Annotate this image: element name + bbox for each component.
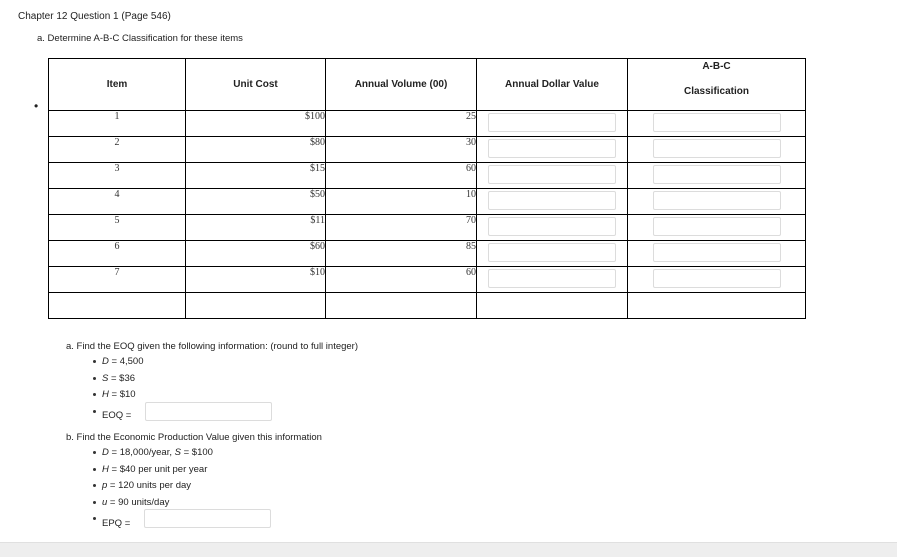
epq-answer-label: EPQ = <box>102 518 131 529</box>
empty-cell <box>186 293 326 319</box>
value-text: = $40 per unit per year <box>108 463 208 475</box>
classification-input-7[interactable] <box>653 269 781 288</box>
annual-dollar-value-input-7[interactable] <box>488 269 616 288</box>
item-cell: 1 <box>49 111 186 137</box>
classification-cell <box>628 241 806 267</box>
classification-cell <box>628 189 806 215</box>
annual-dollar-value-input-4[interactable] <box>488 191 616 210</box>
unit-cost-cell: $100 <box>186 111 326 137</box>
annual-dollar-value-cell <box>477 189 628 215</box>
variable-d: D <box>102 447 109 458</box>
list-item <box>66 446 322 463</box>
unit-cost-cell: $60 <box>186 241 326 267</box>
variable-p: p <box>102 480 108 491</box>
list-item <box>66 479 322 496</box>
annual-volume-cell: 10 <box>326 189 477 215</box>
annual-dollar-value-input-2[interactable] <box>488 139 616 158</box>
annual-dollar-value-cell <box>477 163 628 189</box>
classification-input-2[interactable] <box>653 139 781 158</box>
table-row <box>49 111 806 137</box>
annual-dollar-value-cell <box>477 215 628 241</box>
value-text: = 4,500 <box>108 356 144 367</box>
value-text: = 90 units/day <box>107 496 170 508</box>
list-bullet: • <box>34 99 39 113</box>
item-cell: 7 <box>49 267 186 293</box>
footer-bar <box>0 542 897 557</box>
column-header-classification <box>628 59 806 111</box>
variable-d: D <box>102 356 109 367</box>
table-row <box>49 215 806 241</box>
classification-cell <box>628 163 806 189</box>
classification-cell <box>628 111 806 137</box>
eoq-answer-input[interactable] <box>145 402 272 421</box>
value-text: = $10 <box>108 389 136 400</box>
column-header-annual-dollar-value: Annual Dollar Value <box>477 59 628 111</box>
page-title: Chapter 12 Question 1 (Page 546) <box>18 11 171 22</box>
table-row-empty <box>49 293 806 319</box>
annual-dollar-value-cell <box>477 267 628 293</box>
unit-cost-cell: $11 <box>186 215 326 241</box>
unit-cost-cell: $10 <box>186 267 326 293</box>
column-header-classification-bottom: Classification <box>683 86 750 97</box>
empty-cell <box>49 293 186 319</box>
epq-answer-input[interactable] <box>144 509 271 528</box>
item-cell: 4 <box>49 189 186 215</box>
table-row <box>49 189 806 215</box>
question-subtitle: a. Determine A-B-C Classification for these items <box>37 33 243 44</box>
variable-h: H <box>102 389 109 400</box>
column-header-unit-cost: Unit Cost <box>186 59 326 111</box>
value-text: = $36 <box>108 372 136 384</box>
classification-cell <box>628 215 806 241</box>
variable-h: H <box>102 463 109 475</box>
empty-cell <box>477 293 628 319</box>
variable-s: S <box>174 447 181 458</box>
classification-cell <box>628 267 806 293</box>
abc-table <box>48 58 806 319</box>
classification-input-6[interactable] <box>653 243 781 262</box>
annual-dollar-value-input-3[interactable] <box>488 165 616 184</box>
value-text: = $100 <box>180 447 213 458</box>
annual-volume-cell: 85 <box>326 241 477 267</box>
classification-cell <box>628 137 806 163</box>
annual-dollar-value-input-5[interactable] <box>488 217 616 236</box>
unit-cost-cell: $50 <box>186 189 326 215</box>
table-row <box>49 241 806 267</box>
table-header-row <box>49 59 806 111</box>
annual-volume-cell: 60 <box>326 267 477 293</box>
classification-input-4[interactable] <box>653 191 781 210</box>
classification-input-3[interactable] <box>653 165 781 184</box>
classification-input-5[interactable] <box>653 217 781 236</box>
annual-volume-cell: 30 <box>326 137 477 163</box>
unit-cost-cell: $80 <box>186 137 326 163</box>
empty-cell <box>326 293 477 319</box>
list-item <box>66 463 322 480</box>
list-item <box>66 372 358 389</box>
annual-dollar-value-input-1[interactable] <box>488 113 616 132</box>
list-item <box>66 355 358 372</box>
table-row <box>49 267 806 293</box>
variable-u: u <box>102 496 108 508</box>
annual-dollar-value-cell <box>477 241 628 267</box>
item-cell: 6 <box>49 241 186 267</box>
epq-heading: b. Find the Economic Production Value given this information <box>66 432 322 443</box>
column-header-annual-volume: Annual Volume (00) <box>326 59 477 111</box>
column-header-classification-top: A-B-C <box>702 61 731 72</box>
empty-cell <box>628 293 806 319</box>
item-cell: 2 <box>49 137 186 163</box>
table-row <box>49 137 806 163</box>
variable-s: S <box>102 372 109 384</box>
eoq-answer-label: EOQ = <box>102 409 132 421</box>
annual-volume-cell: 25 <box>326 111 477 137</box>
annual-volume-cell: 60 <box>326 163 477 189</box>
table-row <box>49 163 806 189</box>
value-text: = 18,000/year, <box>108 447 175 458</box>
eoq-heading: a. Find the EOQ given the following information: (round to full integer) <box>66 341 359 352</box>
item-cell: 3 <box>49 163 186 189</box>
annual-dollar-value-cell <box>477 137 628 163</box>
annual-dollar-value-cell <box>477 111 628 137</box>
item-cell: 5 <box>49 215 186 241</box>
annual-volume-cell: 70 <box>326 215 477 241</box>
unit-cost-cell: $15 <box>186 163 326 189</box>
classification-input-1[interactable] <box>653 113 781 132</box>
value-text: = 120 units per day <box>107 480 192 491</box>
column-header-item: Item <box>49 59 186 111</box>
annual-dollar-value-input-6[interactable] <box>488 243 616 262</box>
